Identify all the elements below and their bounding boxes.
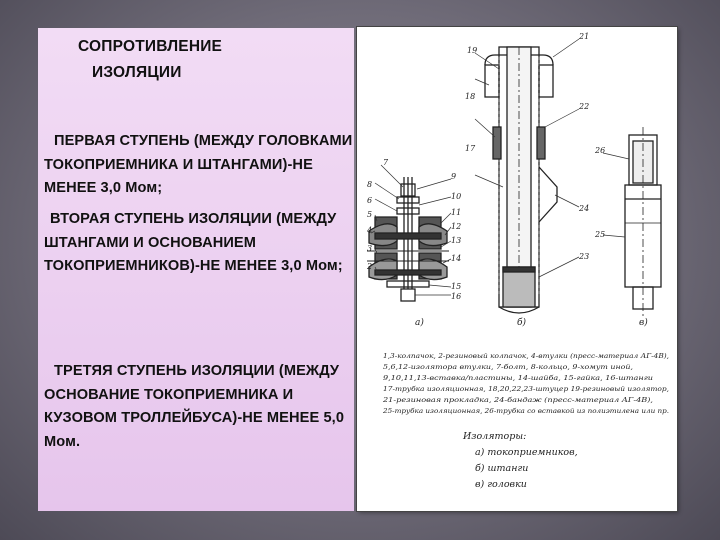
part-number-26: 26 [595, 146, 606, 155]
legend-line: 9,10,11,13-вставка/пластины, 14-шайба, 15-гайка, 16-штанги [383, 375, 654, 382]
title-line-1: СОПРОТИВЛЕНИЕ [78, 38, 223, 55]
legend-line: 25-трубка изоляционная, 26-трубка со вставкой из полиэтилена или пр. [381, 408, 670, 415]
sub-label-a: а) [415, 318, 424, 328]
part-number-23: 23 [579, 252, 590, 261]
part-number-25: 25 [595, 230, 606, 239]
part-number-19: 19 [467, 46, 478, 55]
part-number-12: 12 [451, 222, 462, 231]
part-number-18: 18 [465, 92, 476, 101]
part-number-13: 13 [451, 236, 462, 245]
part-number-11: 11 [451, 208, 462, 217]
part-number-4: 4 [367, 226, 373, 235]
title-line-2: ИЗОЛЯЦИИ [92, 64, 182, 81]
insulator-item: б) штанги [475, 463, 529, 474]
part-number-21: 21 [579, 32, 590, 41]
insulator-item: в) головки [475, 479, 527, 490]
legend-line: 5,6,12-изолятора втулки, 7-болт, 8-кольцо, 9-хомут иной, [383, 364, 634, 371]
part-number-3: 3 [367, 244, 373, 253]
paragraph-first-stage: ПЕРВАЯ СТУПЕНЬ (МЕЖДУ ГОЛОВКАМИ ТОКОПРИЕМНИКА И ШТАНГАМИ)-НЕ МЕНЕЕ 3,0 Мом; [44, 133, 353, 196]
technical-drawing [357, 27, 677, 511]
part-number-17: 17 [465, 144, 476, 153]
part-number-8: 8 [367, 180, 373, 189]
paragraph-third-stage: ТРЕТЯЯ СТУПЕНЬ ИЗОЛЯЦИИ (МЕЖДУ ОСНОВАНИЕ ТОКОПРИЕМНИКА И КУЗОВОМ ТРОЛЛЕЙБУСА)-НЕ МЕНЕЕ 5,0 Мом. [44, 363, 345, 450]
part-number-16: 16 [451, 292, 462, 301]
legend-line: 17-трубка изоляционная, 18,20,22,23-штуцер 19-резиновый изолятор, [383, 386, 670, 393]
assembly-c [625, 127, 661, 317]
sub-label-b: б) [517, 318, 527, 328]
part-number-9: 9 [451, 172, 457, 181]
part-number-5: 5 [367, 210, 373, 219]
insulator-assembly-drawing [357, 27, 677, 511]
legend-line: 21-резиновая прокладка, 24-бандаж (пресс-материал АГ-4В), [381, 397, 654, 404]
sub-label-c: в) [639, 318, 648, 328]
part-number-15: 15 [451, 282, 462, 291]
legend-line: 1,3-колпачок, 2-резиновый колпачок, 4-втулки (пресс-материал АГ-4В), [383, 353, 670, 360]
part-number-14: 14 [451, 254, 462, 263]
part-number-10: 10 [451, 192, 462, 201]
assembly-a [367, 177, 449, 301]
paragraph-second-stage: ВТОРАЯ СТУПЕНЬ ИЗОЛЯЦИИ (МЕЖДУ ШТАНГАМИ И ОСНОВАНИЕМ ТОКОПРИЕМНИКОВ)-НЕ МЕНЕЕ 3,0 Мом; [44, 211, 343, 274]
part-number-24: 24 [579, 204, 590, 213]
insulator-item: а) токоприемников, [475, 447, 578, 458]
part-number-7: 7 [383, 158, 389, 167]
insulators-title: Изоляторы: [463, 431, 527, 442]
part-number-6: 6 [367, 196, 373, 205]
part-number-22: 22 [579, 102, 590, 111]
part-number-2: 2 [367, 262, 373, 271]
